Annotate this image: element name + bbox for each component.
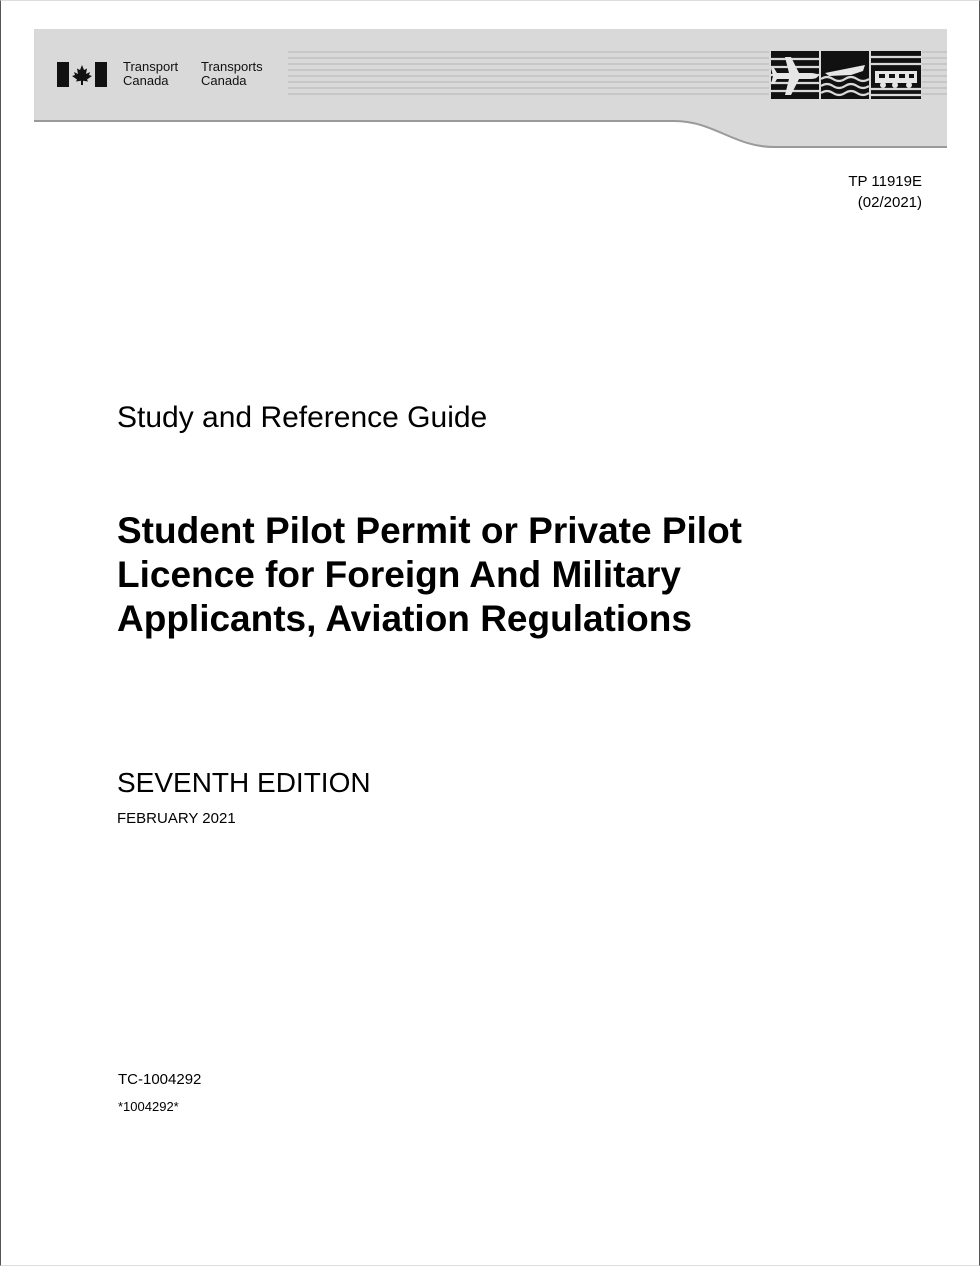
revision-date: (02/2021) bbox=[857, 194, 922, 211]
tp-number: TP 11919E bbox=[848, 173, 922, 190]
document-subtitle: Study and Reference Guide bbox=[117, 401, 488, 434]
transport-modes-icon bbox=[771, 51, 921, 99]
department-name-french bbox=[201, 60, 263, 88]
edition-date: FEBRUARY 2021 bbox=[117, 810, 236, 827]
canada-flag-icon bbox=[57, 62, 107, 87]
dept-fr-line2: Canada bbox=[201, 73, 247, 88]
department-name-english bbox=[123, 60, 178, 88]
barcode-text: *1004292* bbox=[118, 1099, 179, 1114]
dept-en-line1: Transport bbox=[123, 59, 179, 74]
dept-en-line2: Canada bbox=[123, 73, 169, 88]
edition: SEVENTH EDITION bbox=[117, 767, 371, 798]
document-title: Student Pilot Permit or Private Pilot Licence for Foreign And Military Applicants, Aviation Regulations bbox=[117, 510, 742, 639]
dept-fr-line1: Transports bbox=[201, 59, 263, 74]
catalogue-code: TC-1004292 bbox=[118, 1071, 202, 1088]
